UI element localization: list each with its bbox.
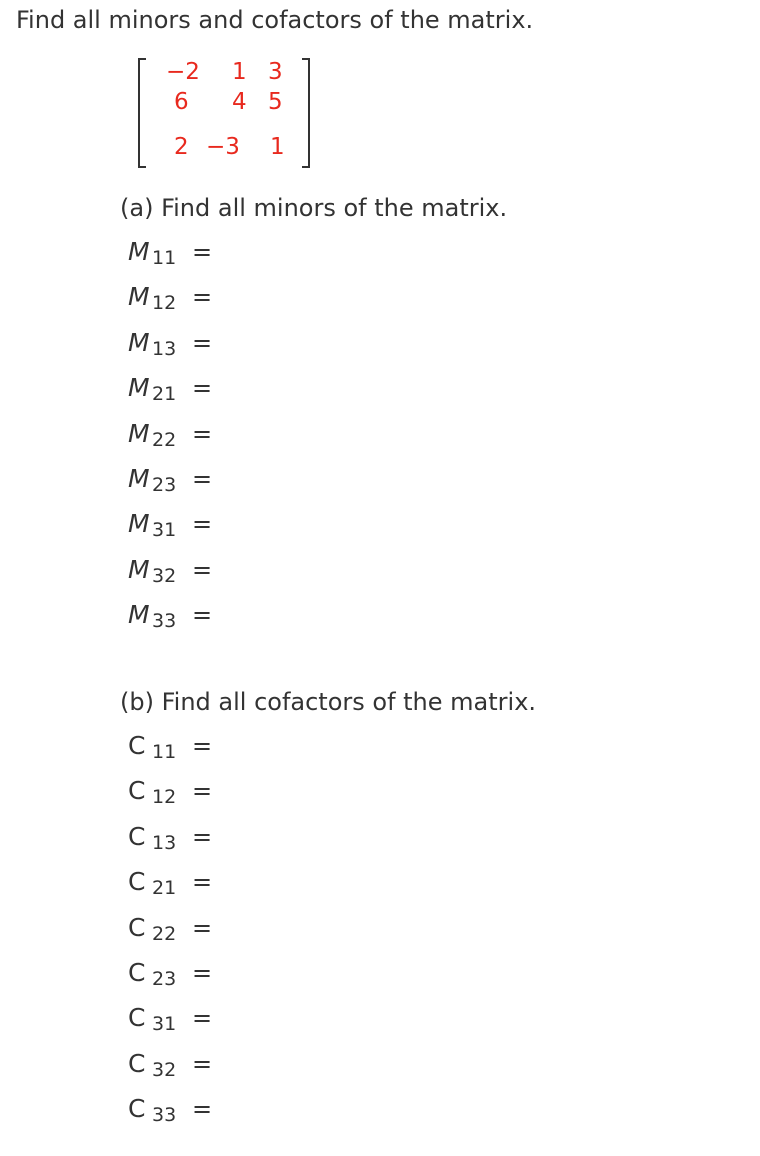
minor-symbol: M bbox=[128, 554, 150, 584]
equals-sign: = bbox=[192, 732, 213, 760]
minor-subscript: 11 bbox=[152, 247, 177, 269]
equals-sign: = bbox=[192, 1049, 213, 1078]
cofactor-symbol: C bbox=[128, 867, 146, 897]
cofactor-symbol: C bbox=[128, 958, 146, 987]
cofactor-subscript: 12 bbox=[152, 786, 177, 809]
cofactor-symbol: C bbox=[128, 776, 146, 806]
equals-sign: = bbox=[192, 374, 213, 403]
minor-subscript: 12 bbox=[152, 292, 177, 315]
minor-symbol: M bbox=[128, 282, 150, 312]
equals-sign: = bbox=[192, 238, 213, 266]
cofactor-subscript: 32 bbox=[152, 1058, 177, 1081]
equals-sign: = bbox=[192, 510, 213, 539]
cofactor-symbol: C bbox=[128, 1048, 146, 1078]
matrix-cell-r1c1: −2 bbox=[166, 59, 200, 85]
minor-subscript: 33 bbox=[152, 610, 177, 633]
cofactor-subscript: 13 bbox=[152, 831, 177, 854]
equals-sign: = bbox=[192, 777, 213, 806]
equals-sign: = bbox=[192, 868, 213, 897]
part-b-heading: (b) Find all cofactors of the matrix. bbox=[120, 688, 537, 716]
cofactor-subscript: 22 bbox=[152, 922, 177, 945]
minor-symbol: M bbox=[128, 464, 150, 493]
matrix-cell-r3c2: −3 bbox=[206, 134, 240, 160]
matrix-left-bracket bbox=[138, 58, 146, 168]
minor-symbol: M bbox=[128, 237, 150, 266]
equals-sign: = bbox=[192, 465, 213, 493]
matrix-cell-r3c3: 1 bbox=[270, 134, 285, 160]
equals-sign: = bbox=[192, 419, 213, 448]
cofactor-subscript: 11 bbox=[152, 741, 177, 763]
cofactor-symbol: C bbox=[128, 912, 146, 942]
matrix-cell-r2c2: 4 bbox=[232, 89, 247, 115]
cofactor-subscript: 21 bbox=[152, 877, 177, 900]
matrix-right-bracket bbox=[302, 58, 310, 168]
matrix-cell-r3c1: 2 bbox=[174, 134, 189, 160]
minor-symbol: M bbox=[128, 509, 150, 539]
equals-sign: = bbox=[192, 601, 213, 630]
problem-prompt: Find all minors and cofactors of the matrix. bbox=[16, 6, 534, 34]
cofactor-symbol: C bbox=[128, 1003, 146, 1033]
minor-subscript: 23 bbox=[152, 474, 177, 496]
minor-subscript: 22 bbox=[152, 428, 177, 451]
equals-sign: = bbox=[192, 959, 213, 987]
equals-sign: = bbox=[192, 913, 213, 942]
minor-symbol: M bbox=[128, 373, 150, 403]
equals-sign: = bbox=[192, 283, 213, 312]
minor-subscript: 32 bbox=[152, 564, 177, 587]
equals-sign: = bbox=[192, 555, 213, 584]
equals-sign: = bbox=[192, 1095, 213, 1124]
cofactor-symbol: C bbox=[128, 1094, 146, 1124]
minor-subscript: 13 bbox=[152, 337, 177, 360]
minor-symbol: M bbox=[128, 600, 150, 630]
cofactor-subscript: 31 bbox=[152, 1013, 177, 1036]
minor-subscript: 21 bbox=[152, 383, 177, 406]
minor-symbol: M bbox=[128, 418, 150, 448]
matrix-cell-r2c3: 5 bbox=[268, 89, 283, 115]
matrix-cell-r1c3: 3 bbox=[268, 59, 283, 85]
equals-sign: = bbox=[192, 328, 213, 357]
minor-symbol: M bbox=[128, 327, 150, 357]
minor-subscript: 31 bbox=[152, 519, 177, 542]
matrix-cell-r2c1: 6 bbox=[174, 89, 189, 115]
cofactor-symbol: C bbox=[128, 731, 146, 760]
part-a-heading: (a) Find all minors of the matrix. bbox=[120, 194, 508, 222]
cofactor-subscript: 33 bbox=[152, 1104, 177, 1127]
cofactor-symbol: C bbox=[128, 821, 146, 851]
matrix-cell-r1c2: 1 bbox=[232, 59, 247, 85]
equals-sign: = bbox=[192, 822, 213, 851]
cofactor-subscript: 23 bbox=[152, 968, 177, 990]
equals-sign: = bbox=[192, 1004, 213, 1033]
